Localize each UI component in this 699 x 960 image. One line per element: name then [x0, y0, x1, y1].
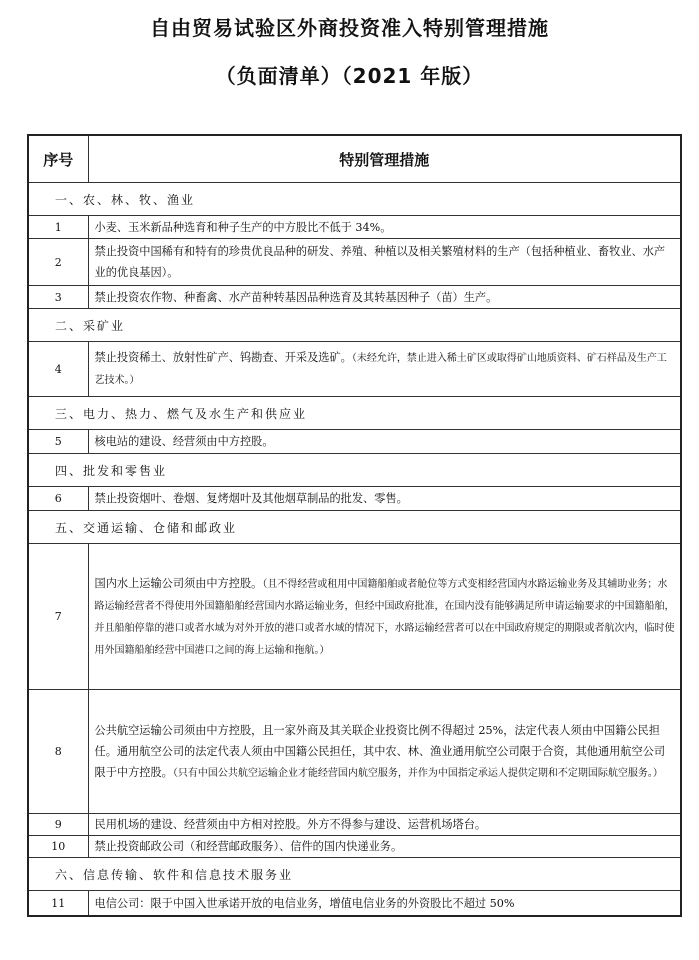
measure-text: 国内水上运输公司须由中方控股。 — [94, 576, 263, 590]
table-row — [28, 286, 681, 309]
measure-cell — [88, 544, 681, 690]
category-row — [28, 454, 681, 487]
table-row — [28, 544, 681, 690]
measure-text: 核电站的建设、经营须由中方控股。 — [88, 430, 681, 454]
table-row — [28, 216, 681, 239]
category-row — [28, 183, 681, 216]
measure-note: （未经允许，禁止进入稀土矿区或取得矿山地质资料、矿石样品及生产工艺技术。） — [94, 353, 667, 386]
table-row — [28, 891, 681, 917]
table-row — [28, 836, 681, 858]
row-number: 7 — [28, 544, 88, 690]
measure-text: 电信公司：限于中国入世承诺开放的电信业务，增值电信业务的外资股比不超过 50% — [88, 891, 681, 917]
row-number: 5 — [28, 430, 88, 454]
measure-note: （只有中国公共航空运输企业才能经营国内航空服务，并作为中国指定承运人提供定期和不定期国际航空服务。） — [172, 767, 663, 779]
category-it-services: 六、信息传输、软件和信息技术服务业 — [28, 858, 681, 891]
row-number: 4 — [28, 342, 88, 397]
row-number: 6 — [28, 487, 88, 511]
measure-text: 禁止投资邮政公司（和经营邮政服务）、信件的国内快递业务。 — [88, 836, 681, 858]
measure-text: 公共航空运输公司须由中方控股，且一家外商及其关联企业投资比例不得超过 25%，法定代表人须由中国籍公民担任。通用航空公司的法定代表人须由中国籍公民担任，其中农、林、渔业通用航空公司限于合资，其他通用航空公司限于中方控股。 — [94, 723, 666, 779]
table-row — [28, 814, 681, 836]
measure-text: 禁止投资中国稀有和特有的珍贵优良品种的研发、养殖、种植以及相关繁殖材料的生产（包括种植业、畜牧业、水产业的优良基因）。 — [88, 239, 681, 286]
measure-text: 小麦、玉米新品种选育和种子生产的中方股比不低于 34%。 — [88, 216, 681, 239]
header-special-measures: 特别管理措施 — [88, 135, 681, 183]
row-number: 2 — [28, 239, 88, 286]
table-row — [28, 430, 681, 454]
category-utilities: 三、电力、热力、燃气及水生产和供应业 — [28, 397, 681, 430]
table-row — [28, 487, 681, 511]
negative-list-table — [27, 134, 682, 917]
table-row — [28, 342, 681, 397]
measure-cell — [88, 690, 681, 814]
measure-text: 禁止投资农作物、种畜禽、水产苗种转基因品种选育及其转基因种子（苗）生产。 — [88, 286, 681, 309]
category-row — [28, 511, 681, 544]
table-row — [28, 690, 681, 814]
table-header-row — [28, 135, 681, 183]
measure-note: （且不得经营或租用中国籍船舶或者舱位等方式变相经营国内水路运输业务及其辅助业务；水路运输经营者不得使用外国籍船舶经营国内水路运输业务，但经中国政府批准，在国内没有能够满足所申请运输要求的中国籍船舶，并且船舶停靠的港口或者水域为对外开放的港口或者水域的情况下，水路运输经营者可以在中国政府规定的期限或者航次内，临时使用外国籍船舶经营中国港口之间的海上运输和拖航。） — [94, 578, 675, 656]
category-mining: 二、采矿业 — [28, 309, 681, 342]
row-number: 3 — [28, 286, 88, 309]
table-row — [28, 239, 681, 286]
measure-text: 禁止投资烟叶、卷烟、复烤烟叶及其他烟草制品的批发、零售。 — [88, 487, 681, 511]
category-row — [28, 397, 681, 430]
row-number: 8 — [28, 690, 88, 814]
category-wholesale-retail: 四、批发和零售业 — [28, 454, 681, 487]
measure-cell — [88, 342, 681, 397]
header-seq-number: 序号 — [28, 135, 88, 183]
category-row — [28, 309, 681, 342]
category-row — [28, 858, 681, 891]
document-subtitle: （负面清单）（2021 年版） — [215, 64, 484, 88]
category-transport: 五、交通运输、仓储和邮政业 — [28, 511, 681, 544]
row-number: 10 — [28, 836, 88, 858]
measure-text: 禁止投资稀土、放射性矿产、钨勘查、开采及选矿。 — [94, 351, 352, 364]
row-number: 9 — [28, 814, 88, 836]
row-number: 11 — [28, 891, 88, 917]
row-number: 1 — [28, 216, 88, 239]
category-agriculture: 一、农、林、牧、渔业 — [28, 183, 681, 216]
document-title: 自由贸易试验区外商投资准入特别管理措施 — [150, 16, 549, 40]
measure-text: 民用机场的建设、经营须由中方相对控股。外方不得参与建设、运营机场塔台。 — [88, 814, 681, 836]
